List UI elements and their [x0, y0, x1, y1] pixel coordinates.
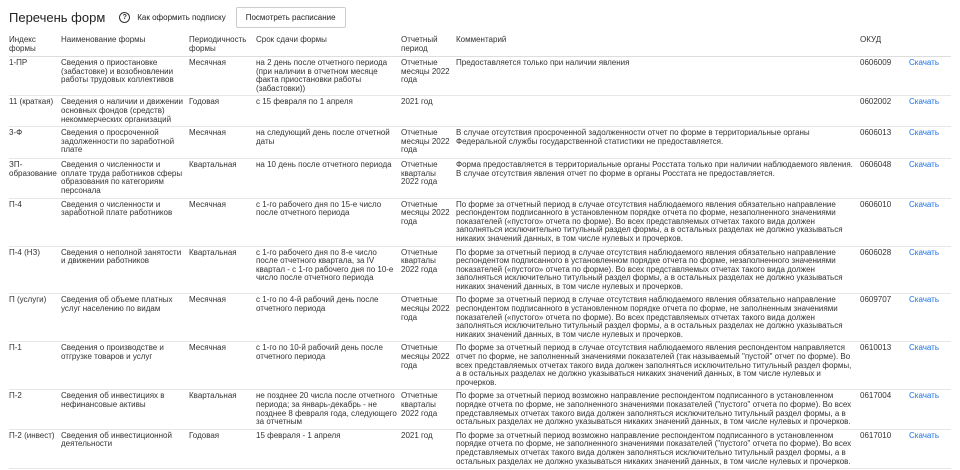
download-link[interactable]: Скачать — [909, 430, 939, 440]
form-deadline: на 2 день после отчетного периода (при наличии в отчетном месяце факта приостановки работы (забастовки)) — [256, 57, 401, 96]
forms-table — [9, 34, 951, 469]
table-row — [9, 429, 951, 468]
form-okud: 0610013 — [860, 342, 909, 390]
download-link[interactable]: Скачать — [909, 199, 939, 209]
form-comment: По форме за отчетный период в случае отсутствия наблюдаемого явления обязательно направление респондентом подписанного в установленном порядке отчета по форме, не заполненным значениями показателей («пустого» отчета по форме). Во всех представляемых отчетах такого вида должен заполняться исключительно титульный раздел формы, а в остальных разделах не должно указываться никаких значений данных, в том числе нулевых и прочерков. — [456, 294, 860, 342]
form-deadline: с 1-го по 10-й рабочий день после отчетного периода — [256, 342, 401, 390]
form-comment: Форма предоставляется в территориальные органы Росстата только при наличии наблюдаемого явления. В случае отсутствия явления отчет по форме в органы Росстата не предоставляется. — [456, 159, 860, 198]
form-index: П-1 — [9, 342, 61, 390]
form-index: П-2 (инвест) — [9, 429, 61, 468]
form-name: Сведения о наличии и движении основных фондов (средств) некоммерческих организаций — [61, 96, 189, 127]
form-index: ЗП-образование — [9, 159, 61, 198]
form-period: Месячная — [189, 57, 256, 96]
table-row — [9, 57, 951, 96]
table-row — [9, 96, 951, 127]
form-name: Сведения о производстве и отгрузке товаров и услуг — [61, 342, 189, 390]
form-report-period: Отчетные месяцы 2022 года — [401, 342, 456, 390]
col-name-header: Наименование формы — [61, 34, 189, 57]
form-report-period: Отчетные месяцы 2022 года — [401, 294, 456, 342]
form-report-period: Отчетные месяцы 2022 года — [401, 57, 456, 96]
col-download-header — [909, 34, 951, 57]
form-index: П-2 — [9, 390, 61, 429]
col-okud-header: ОКУД — [860, 34, 909, 57]
col-report-period-header: Отчетный период — [401, 34, 456, 57]
form-report-period: Отчетные месяцы 2022 года — [401, 198, 456, 246]
form-period: Годовая — [189, 96, 256, 127]
form-name: Сведения о неполной занятости и движении работников — [61, 246, 189, 294]
form-comment: По форме за отчетный период в случае отсутствия наблюдаемого явления обязательно направление респондентом подписанного в установленном порядке отчета по форме, незаполненного значениями показателей («пустого» отчета по форме). Во всех представляемых отчетах такого вида должен заполняться исключительно титульный раздел формы, а в остальных разделах не должно указываться никаких значений данных, в том числе нулевых и прочерков. — [456, 246, 860, 294]
page-header — [0, 0, 960, 34]
form-okud: 0609707 — [860, 294, 909, 342]
form-deadline: с 1-го рабочего дня по 15-е число после отчетного периода — [256, 198, 401, 246]
form-index: П (услуги) — [9, 294, 61, 342]
form-comment: В случае отсутствия просроченной задолженности отчет по форме в территориальные органы Федеральной службы государственной статистики не предоставляется. — [456, 127, 860, 159]
form-period: Квартальная — [189, 159, 256, 198]
col-period-header: Периодичность формы — [189, 34, 256, 57]
table-row — [9, 159, 951, 198]
download-link[interactable]: Скачать — [909, 97, 939, 107]
question-circle-icon[interactable]: ? — [119, 12, 130, 23]
table-row — [9, 127, 951, 159]
form-okud: 0602002 — [860, 96, 909, 127]
download-link[interactable]: Скачать — [909, 343, 939, 353]
form-okud: 0606048 — [860, 159, 909, 198]
form-index: 3-Ф — [9, 127, 61, 159]
form-deadline: не позднее 20 числа после отчетного периода; за январь-декабрь - не позднее 8 февраля года, следующего за отчетным — [256, 390, 401, 429]
download-link[interactable]: Скачать — [909, 391, 939, 401]
form-period: Месячная — [189, 127, 256, 159]
form-deadline: на 10 день после отчетного периода — [256, 159, 401, 198]
form-period: Квартальная — [189, 246, 256, 294]
form-name: Сведения о приостановке (забастовке) и возобновлении работы трудовых коллективов — [61, 57, 189, 96]
form-report-period: 2021 год — [401, 429, 456, 468]
form-name: Сведения об инвестиционной деятельности — [61, 429, 189, 468]
form-report-period: Отчетные месяцы 2022 года — [401, 127, 456, 159]
form-deadline: с 15 февраля по 1 апреля — [256, 96, 401, 127]
form-index: П-4 (НЗ) — [9, 246, 61, 294]
form-name: Сведения о численности и заработной плате работников — [61, 198, 189, 246]
form-okud: 0606013 — [860, 127, 909, 159]
form-okud: 0606010 — [860, 198, 909, 246]
form-comment: По форме за отчетный период возможно направление респондентом подписанного в установленном порядке отчета по форме, не заполненного значениями показателей ("пустого" отчета по форме). Во всех представляемых отчетах такого вида должен заполняться исключительно титульный раздел формы, а в остальных разделах не должно указываться никаких значений данных, в том числе нулевых и прочерков. — [456, 429, 860, 468]
col-index-header: Индекс формы — [9, 34, 61, 57]
table-row — [9, 342, 951, 390]
schedule-button[interactable]: Посмотреть расписание — [236, 7, 346, 28]
form-report-period: Отчетные кварталы 2022 года — [401, 390, 456, 429]
form-comment: По форме за отчетный период в случае отсутствия наблюдаемого явления обязательно направление респондентом подписанного в установленном порядке отчета по форме, незаполненного значениями показателей («пустого» отчета по форме). Во всех представляемых отчетах такого вида должен заполняться исключительно титульный раздел формы, а в остальных разделах не должно указываться никаких значений данных, в том числе нулевых и прочерков. — [456, 198, 860, 246]
form-comment: По форме за отчетный период в случае отсутствия наблюдаемого явления респондентом направляется отчет по форме, не заполненный значениями показателей (так называемый "пустой" отчет по форме). Во всех представляемых отчетах такого вида должен заполняться исключительно титульный раздел формы, а в остальных разделах не должно указываться никаких значений данных, в том числе нулевых и прочерков. — [456, 342, 860, 390]
form-name: Сведения о численности и оплате труда работников сферы образования по категориям персонала — [61, 159, 189, 198]
table-row — [9, 198, 951, 246]
download-link[interactable]: Скачать — [909, 295, 939, 305]
table-row — [9, 294, 951, 342]
download-link[interactable]: Скачать — [909, 160, 939, 170]
form-okud: 0606009 — [860, 57, 909, 96]
form-period: Месячная — [189, 342, 256, 390]
form-okud: 0617010 — [860, 429, 909, 468]
form-period: Месячная — [189, 198, 256, 246]
table-header-row — [9, 34, 951, 57]
form-deadline: с 1-го рабочего дня по 8-е число после отчетного квартала, за IV квартал - с 1-го рабочего дня по 10-е число после отчетного периода — [256, 246, 401, 294]
form-deadline: 15 февраля - 1 апреля — [256, 429, 401, 468]
form-period: Месячная — [189, 294, 256, 342]
download-link[interactable]: Скачать — [909, 247, 939, 257]
form-report-period: Отчетные кварталы 2022 года — [401, 159, 456, 198]
form-index: 11 (краткая) — [9, 96, 61, 127]
form-deadline: на следующий день после отчетной даты — [256, 127, 401, 159]
form-report-period: 2021 год — [401, 96, 456, 127]
form-name: Сведения о просроченной задолженности по заработной плате — [61, 127, 189, 159]
form-name: Сведения об объеме платных услуг населению по видам — [61, 294, 189, 342]
form-comment: По форме за отчетный период возможно направление респондентом подписанного в установленном порядке отчета по форме, не заполненного значениями показателей ("пустого" отчета по форме). Во всех представляемых отчетах такого вида должен заполняться исключительно титульный раздел формы, а в остальных разделах не должно указываться никаких значений данных, в том числе нулевых и прочерков. — [456, 390, 860, 429]
form-index: 1-ПР — [9, 57, 61, 96]
form-report-period: Отчетные кварталы 2022 года — [401, 246, 456, 294]
download-link[interactable]: Скачать — [909, 128, 939, 138]
form-period: Квартальная — [189, 390, 256, 429]
table-row — [9, 390, 951, 429]
subscribe-link[interactable]: Как оформить подписку — [137, 12, 226, 22]
form-okud: 0617004 — [860, 390, 909, 429]
form-deadline: с 1-го по 4-й рабочий день после отчетного периода — [256, 294, 401, 342]
table-row — [9, 246, 951, 294]
col-deadline-header: Срок сдачи формы — [256, 34, 401, 57]
form-period: Годовая — [189, 429, 256, 468]
form-okud: 0606028 — [860, 246, 909, 294]
col-comment-header: Комментарий — [456, 34, 860, 57]
download-link[interactable]: Скачать — [909, 58, 939, 67]
form-index: П-4 — [9, 198, 61, 246]
form-name: Сведения об инвестициях в нефинансовые активы — [61, 390, 189, 429]
page-title: Перечень форм — [9, 9, 106, 25]
form-comment — [456, 96, 860, 127]
form-comment: Предоставляется только при наличии явления — [456, 57, 860, 96]
